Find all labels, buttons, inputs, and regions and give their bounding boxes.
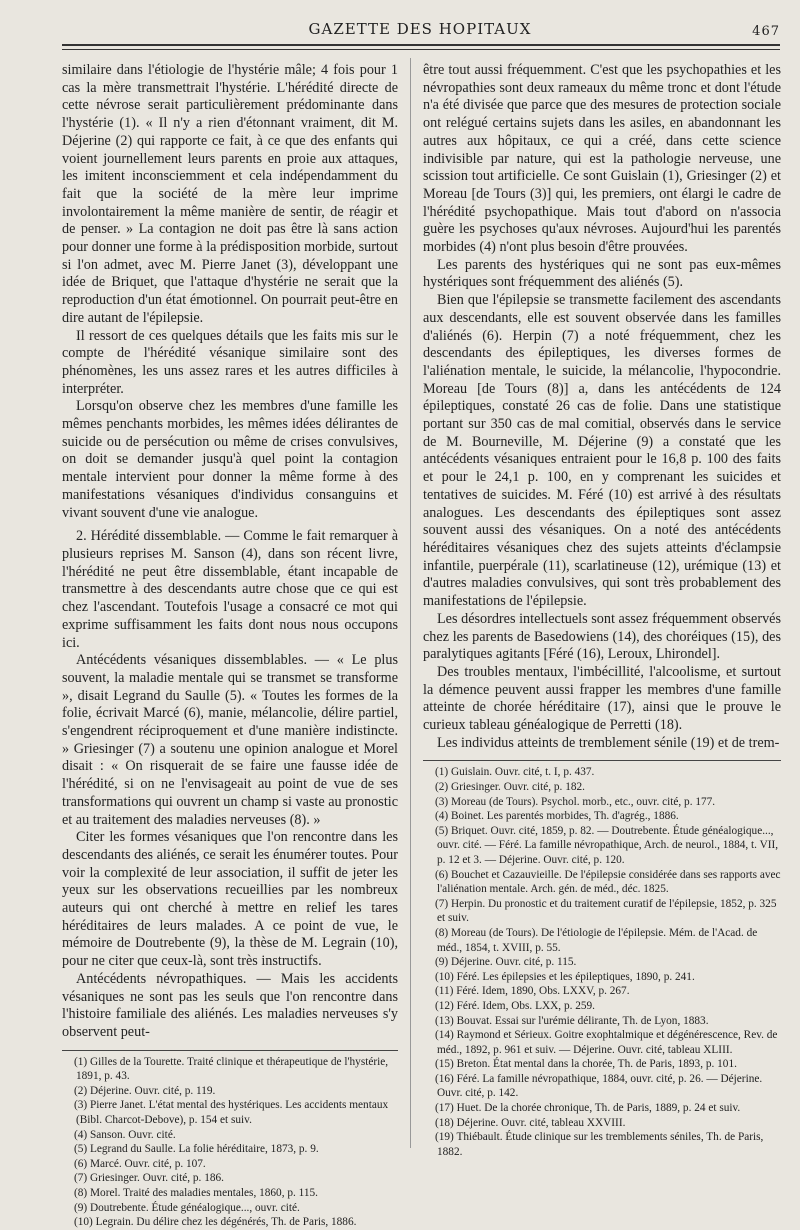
section-heading-paragraph: 2. Hérédité dissemblable. — Comme le fait remarquer à plusieurs reprises M. Sanson (4), dans son récent livre, l'hérédité ne peut être dissemblable, étant incapable de transmettre à des descendants autre chose que ce qui est chez l'ascendant. Toutefois l'usage a consacré ce mot qui exprime suffisamment les faits dont nous nous occupons ici.: [62, 528, 398, 651]
paragraph: Les individus atteints de tremblement sénile (19) et de trem-: [437, 734, 780, 751]
page-header: [60, 20, 780, 42]
paragraph: Lorsqu'on observe chez les membres d'une famille les mêmes penchants morbides, les mêmes idées délirantes de suicide ou de persécution ou même de crises convulsives, on doit se demander jusqu'à quel point la contagion mentale intervient pour donner la même forme à des manifestations vésaniques d'individus consanguins et vivant souvent d'une vie analogue.: [62, 398, 398, 521]
journal-title: GAZETTE DES HOPITAUX: [308, 20, 532, 38]
footnote: (18) Déjerine. Ouvr. cité, tableau XXVIII.: [435, 1116, 626, 1129]
column-divider: [410, 58, 411, 1148]
footnote: (10) Legrain. Du délire chez les dégénérés, Th. de Paris, 1886.: [74, 1216, 357, 1229]
paragraph: Antécédents vésaniques dissemblables. — « Le plus souvent, la maladie mentale qui se transmet se transforme », disait Legrand du Saulle (5). « Toutes les formes de la folie, écrivait Marcé (6), manie, mélancolie, délire partiel, s'engendrent réciproquement et d'une manière indistincte. » Griesinger (7) a soutenu une opinion analogue et Morel disait : « On risquerait de se faire une fausse idée de l'hérédité, si on ne l'envisageait au point de vue de ses transformations qui ouvrent un champ si vaste au pronostic et au traitement des maladies nerveuses (8). »: [62, 652, 398, 828]
footnote: (6) Bouchet et Cazauvieille. De l'épilepsie considérée dans ses rapports avec l'aliénation mentale. Arch. gén. de méd., déc. 1825.: [435, 868, 781, 896]
footnote: (2) Déjerine. Ouvr. cité, p. 119.: [74, 1084, 216, 1097]
footnote: (14) Raymond et Sérieux. Goitre exophtalmique et dégénérescence, Rev. de méd., 1892, p. 961 et suiv. — Déjerine. Ouvr. cité, tableau XLIII.: [435, 1029, 778, 1056]
footnote: (12) Féré. Idem, Obs. LXX, p. 259.: [435, 999, 596, 1012]
footnote: (8) Moreau (de Tours). De l'étiologie de l'épilepsie. Mém. de l'Acad. de méd., 1854, t. XVIII, p. 55.: [435, 926, 758, 954]
left-column: [62, 62, 398, 1230]
footnote-rule: [62, 1050, 398, 1051]
footnote: (2) Griesinger. Ouvr. cité, p. 182.: [435, 781, 585, 794]
footnote: (9) Déjerine. Ouvr. cité, p. 115.: [435, 956, 577, 969]
footnote: (10) Féré. Les épilepsies et les épileptiques, 1890, p. 241.: [435, 970, 695, 983]
paragraph: être tout aussi fréquemment. C'est que les psychopathies et les névropathies sont deux rameaux du même tronc et dont l'étude n'a été divisée que parce que des mesures de protection sociale ont relégué certains sujets dans les asiles, en abandonnant les autres aux hôpitaux, ce qui a créé, dans cette science indivisible par nature, qui est la pathologie nerveuse, une scission tout artificielle. Ce sont Guislain (1), Griesinger (2) et Moreau [de Tours (3)] qui, les premiers, ont élargi le cadre de l'hérédité psychopathique. Mais tout d'abord on n'associa guère les psychoses qu'aux névroses. Aujourd'hui les parentés morbides (4) n'ont plus besoin d'être prouvées.: [423, 62, 781, 256]
page-number: 467: [752, 24, 780, 39]
footnote: (16) Féré. La famille névropathique, 1884, ouvr. cité, p. 26. — Déjerine. Ouvr. cité, p. 142.: [435, 1072, 763, 1100]
footnote: (17) Huet. De la chorée chronique, Th. de Paris, 1889, p. 24 et suiv.: [435, 1102, 741, 1115]
footnote: (9) Doutrebente. Étude généalogique..., ouvr. cité.: [74, 1201, 300, 1214]
paragraph: Les désordres intellectuels sont assez fréquemment observés chez les parents de Basedowiens (14), des choréiques (15), des paralytiques agitants [Féré (16), Leroux, Lhirondel].: [423, 610, 781, 663]
header-rule: [62, 44, 780, 46]
footnote: (1) Gilles de la Tourette. Traité clinique et thérapeutique de l'hystérie, 1891, p. 43.: [74, 1055, 389, 1083]
footnote: (13) Bouvat. Essai sur l'urémie délirante, Th. de Lyon, 1883.: [435, 1014, 709, 1027]
footnote: (7) Griesinger. Ouvr. cité, p. 186.: [74, 1172, 224, 1185]
footnotes: [423, 765, 781, 1159]
footnotes: [62, 1055, 398, 1230]
paragraph: Bien que l'épilepsie se transmette facilement des ascendants aux descendants, elle est souvent observée dans les familles d'aliénés (6). Herpin (7) a noté fréquemment, chez les descendants des épileptiques, les diverses formes de l'aliénation mentale, le suicide, la mélancolie, l'hypocondrie. Moreau [de Tours (8)] a, dans les antécédents de 124 épileptiques, constaté 26 cas de folie. Dans une statistique portant sur 350 cas de mal comitial, observés dans le service de M. Bourneville, M. Déjerine (9) a constaté que les antécédents vésaniques entraient pour le 16,8 p. 100 des faits et pour le 24,1 p. 100, en y comprenant les suicides et tentatives de suicides. M. Féré (10) est arrivé à des résultats analogues. Les descendants des épileptiques sont assez souvent aussi des vésaniques. On a noté des antécédents héréditaires vésaniques chez des sujets atteints d'éclampsie infantile, puerpérale (11), scarlatineuse (12), urémique (13) et d'autres maladies convulsives, qui sont très probablement des manifestations de l'épilepsie.: [423, 292, 781, 610]
paragraph: Antécédents névropathiques. — Mais les accidents vésaniques ne sont pas les seuls que l'on rencontre dans l'histoire familiale des aliénés. Les maladies nerveuses s'y observent peut-: [62, 970, 398, 1040]
paragraph: Il ressort de ces quelques détails que les faits mis sur le compte de l'hérédité vésanique similaire sont des phénomènes, les uns assez rares et les autres difficiles à interpréter.: [62, 327, 398, 397]
footnote: (5) Briquet. Ouvr. cité, 1859, p. 82. — Doutrebente. Étude généalogique..., ouvr. cité. — Féré. La famille névropathique, Arch. de neurol., 1884, t. VII, p. 12 et 3. — Déjerine. Ouvr. cité, p. 120.: [435, 824, 779, 866]
footnote: (3) Pierre Janet. L'état mental des hystériques. Les accidents mentaux (Bibl. Charcot-Debove), p. 154 et suiv.: [74, 1099, 389, 1127]
footnote: (11) Féré. Idem, 1890, Obs. LXXV, p. 267.: [435, 985, 630, 998]
footnote-rule: [423, 760, 781, 761]
footnote: (1) Guislain. Ouvr. cité, t. I, p. 437.: [435, 766, 595, 779]
footnote: (19) Thiébault. Étude clinique sur les tremblements séniles, Th. de Paris, 1882.: [435, 1131, 764, 1158]
header-rule-thin: [62, 49, 780, 50]
footnote: (5) Legrand du Saulle. La folie héréditaire, 1873, p. 9.: [74, 1143, 319, 1156]
footnote: (4) Sanson. Ouvr. cité.: [74, 1128, 176, 1141]
footnote: (7) Herpin. Du pronostic et du traitement curatif de l'épilepsie, 1852, p. 325 et suiv.: [435, 897, 777, 925]
footnote: (3) Moreau (de Tours). Psychol. morb., etc., ouvr. cité, p. 177.: [435, 795, 716, 808]
footnote: (8) Morel. Traité des maladies mentales, 1860, p. 115.: [74, 1187, 318, 1200]
paragraph: Des troubles mentaux, l'imbécillité, l'alcoolisme, et surtout la démence peuvent aussi frapper les membres d'une famille atteinte de chorée héréditaire (17), ainsi que le prouve le curieux tableau généalogique de Perretti (18).: [423, 663, 781, 734]
footnote: (15) Breton. État mental dans la chorée, Th. de Paris, 1893, p. 101.: [435, 1058, 737, 1071]
footnote: (4) Boinet. Les parentés morbides, Th. d'agrég., 1886.: [435, 810, 679, 823]
paragraph: similaire dans l'étiologie de l'hystérie mâle; 4 fois pour 1 cas la mère transmettrait l'hystérie. L'hérédité directe de cette névrose serait particulièrement prédominante dans l'hystérie (1). « Il n'y a rien d'étonnant vraiment, dit M. Déjerine (2) qui rapporte ce fait, à ce que des enfants qui voient journellement leurs parents en proie aux attaques, les imitent inconsciemment et cela indépendamment du fait que la société de la mère leur imprime involontairement la même manière de sentir, de réagir et de penser. » La contagion ne doit pas être là sans action pour donner une forme à la prédisposition morbide, surtout si l'on admet, avec M. Pierre Janet (3), développant une idée de Briquet, que l'attaque d'hystérie ne serait que la reproduction d'un état émotionnel. On pourrait peut-être en dire autant de l'épilepsie.: [62, 62, 398, 326]
paragraph: Les parents des hystériques qui ne sont pas eux-mêmes hystériques sont fréquemment des aliénés (5).: [423, 256, 781, 291]
right-column: [423, 62, 781, 1159]
footnote: (6) Marcé. Ouvr. cité, p. 107.: [74, 1157, 206, 1170]
paragraph: Citer les formes vésaniques que l'on rencontre dans les descendants des aliénés, ce serait les énumérer toutes. Pour voir la complexité de leur association, il suffit de jeter les yeux sur les observations recueillies par les nombreux auteurs qui ont cherché à mettre en relief les tares héréditaires de leurs malades. A ce point de vue, le mémoire de Doutrebente (9), la thèse de M. Legrain (10), pour ne citer que ceux-là, sont très instructifs.: [62, 829, 398, 970]
